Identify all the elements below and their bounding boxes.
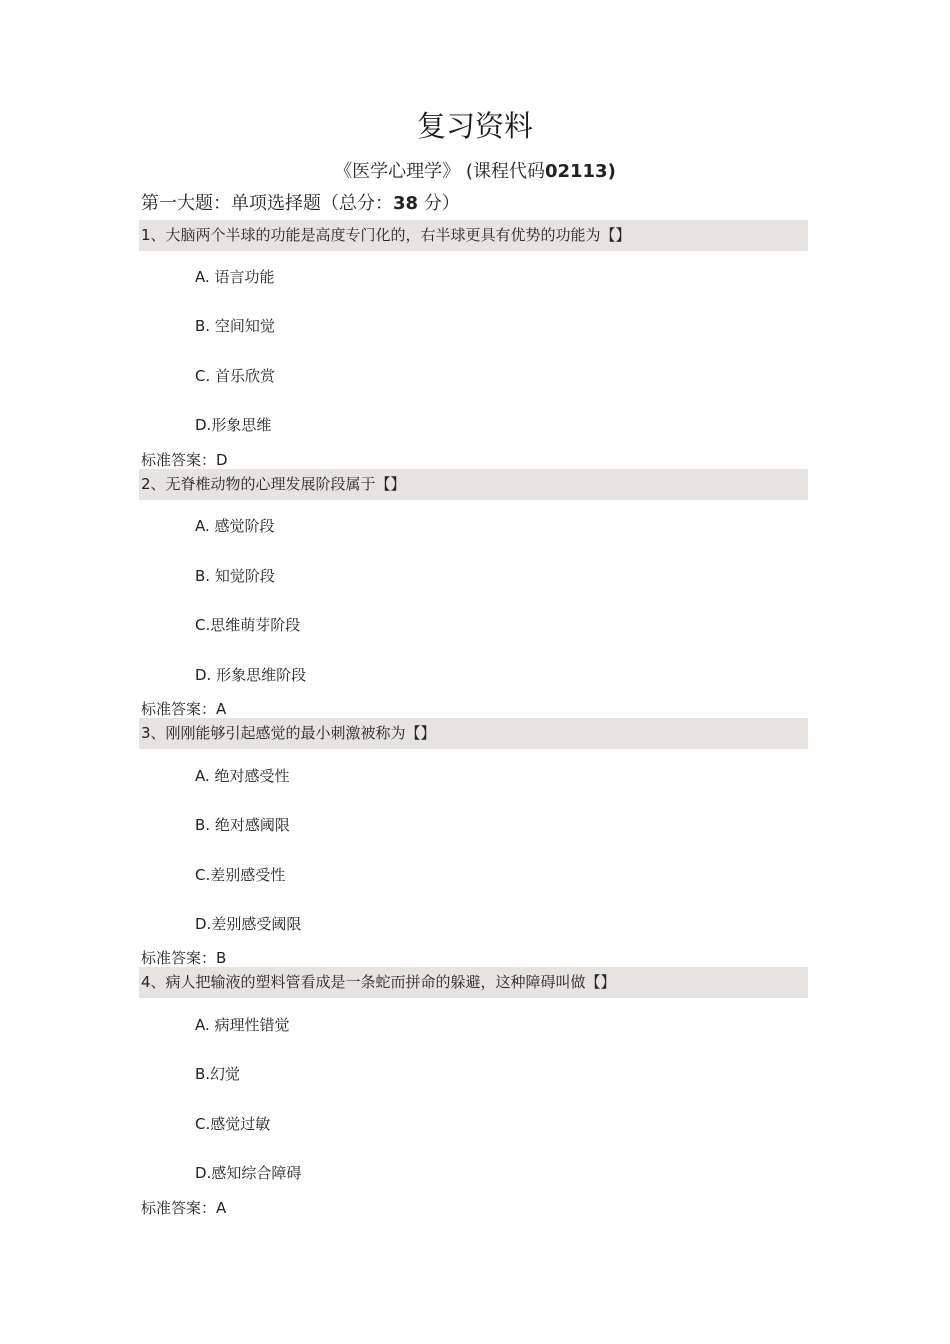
question-2: 2、无脊椎动物的心理发展阶段属于【】	[139, 469, 808, 500]
question-3-option-a: A. 绝对感受性	[195, 767, 290, 785]
course-code: 02113)	[544, 161, 616, 182]
course-code-prefix: (课程代码	[465, 161, 545, 182]
question-1-option-d: D.形象思维	[195, 416, 272, 434]
question-2-option-d: D. 形象思维阶段	[195, 666, 307, 684]
question-3: 3、刚刚能够引起感觉的最小刺激被称为【】	[139, 718, 808, 749]
question-4-option-c: C.感觉过敏	[195, 1115, 271, 1133]
section-label: 第一大题：单项选择题（总分：	[141, 193, 393, 214]
question-4-option-a: A. 病理性错觉	[195, 1016, 290, 1034]
question-3-option-d: D.差别感受阈限	[195, 915, 302, 933]
question-3-option-c: C.差别感受性	[195, 866, 286, 884]
question-2-answer: 标准答案：A	[141, 700, 227, 718]
course-name: 《医学心理学》	[334, 161, 461, 182]
question-1-answer: 标准答案：D	[141, 451, 228, 469]
section-suffix: 分）	[423, 193, 460, 214]
question-1: 1、大脑两个半球的功能是高度专门化的，右半球更具有优势的功能为【】	[139, 220, 808, 251]
question-4-answer: 标准答案：A	[141, 1199, 227, 1217]
question-3-option-b: B. 绝对感阈限	[195, 816, 290, 834]
question-2-option-b: B. 知觉阶段	[195, 567, 275, 585]
document-title: 复习资料	[416, 109, 533, 143]
question-3-answer: 标准答案：B	[141, 949, 227, 967]
question-2-option-c: C.思维萌芽阶段	[195, 616, 301, 634]
question-2-option-a: A. 感觉阶段	[195, 517, 275, 535]
section-heading	[141, 190, 460, 218]
course-subtitle	[0, 158, 950, 186]
question-4: 4、病人把输液的塑料管看成是一条蛇而拼命的躲避，这种障碍叫做【】	[139, 967, 808, 998]
question-4-option-b: B.幻觉	[195, 1065, 241, 1083]
question-1-option-c: C. 首乐欣赏	[195, 367, 276, 385]
section-score: 38	[393, 193, 419, 214]
question-1-option-b: B. 空间知觉	[195, 317, 275, 335]
question-1-option-a: A. 语言功能	[195, 268, 275, 286]
question-4-option-d: D.感知综合障碍	[195, 1164, 302, 1182]
